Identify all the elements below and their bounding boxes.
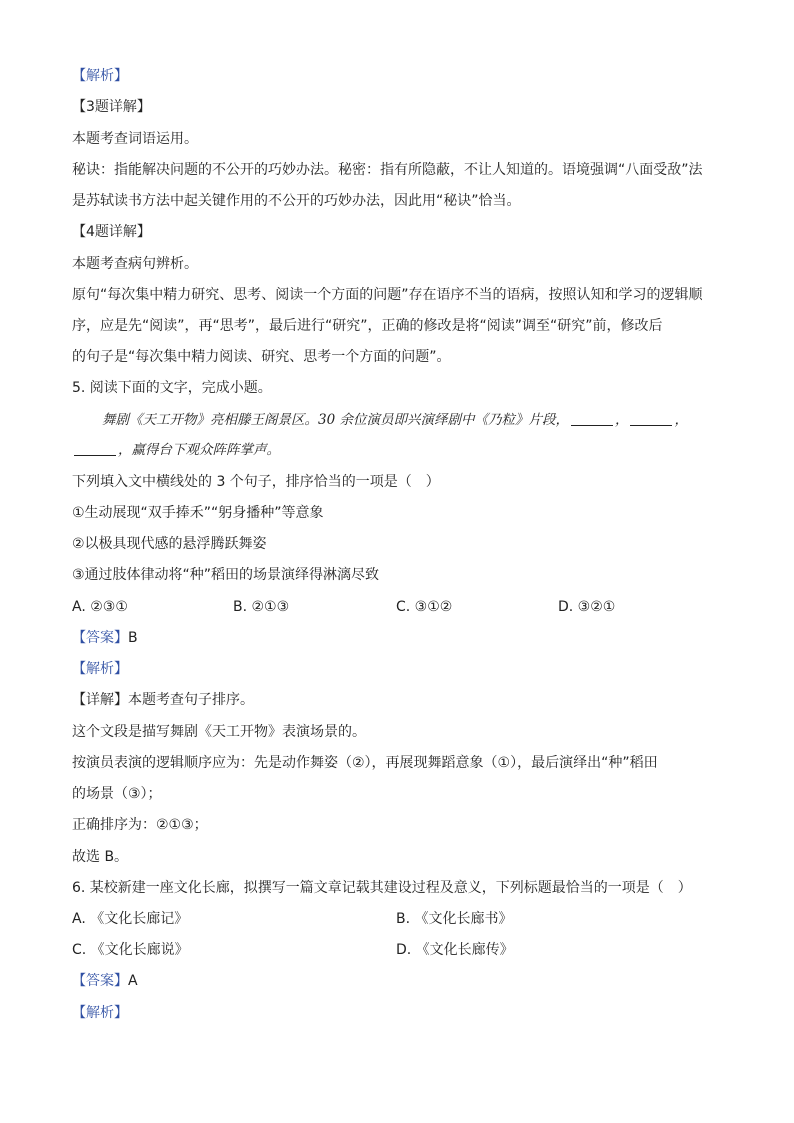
fill-blank	[74, 441, 116, 456]
sentence-3: ③通过肢体律动将“种”稻田的场景演绎得淋漓尽致	[72, 567, 380, 583]
analysis-heading: 【解析】	[72, 661, 128, 677]
analysis-heading: 【解析】	[72, 1005, 128, 1021]
option-d: D. 《文化长廊传》	[396, 942, 514, 958]
option-d: D. ③②①	[558, 599, 616, 615]
answer-label: 【答案】	[72, 630, 128, 646]
analysis-heading: 【解析】	[72, 68, 128, 84]
q5-detail	[72, 690, 254, 710]
q5-passage-line	[72, 440, 280, 460]
fill-blank	[571, 411, 613, 426]
q3-body-line: 秘诀：指能解决问题的不公开的巧妙办法。秘密：指有所隐蔽，不让人知道的。语境强调“八面受敌”法	[72, 162, 703, 178]
q4-detail-heading: 【4题详解】	[72, 224, 151, 240]
q3-body-line: 是苏轼读书方法中起关键作用的不公开的巧妙办法，因此用“秘诀”恰当。	[72, 193, 521, 209]
passage-text: 舞剧《天工开物》亮相滕王阁景区。30 余位演员即兴演绎剧中《乃粒》片段，	[102, 412, 569, 428]
option-c: C. 《文化长廊说》	[72, 942, 189, 958]
q5-question: 下列填入文中横线处的 3 个句子，排序恰当的一项是（ ）	[72, 474, 440, 490]
answer-value: A	[128, 973, 138, 989]
passage-sep: ，	[674, 412, 688, 428]
passage-sep: ，	[614, 412, 629, 428]
q3-intro: 本题考查词语运用。	[72, 131, 198, 147]
q3-detail-heading: 【3题详解】	[72, 99, 151, 115]
q4-body-line: 的句子是“每次集中精力阅读、研究、思考一个方面的问题”。	[72, 349, 451, 365]
detail-text: 本题考查句子排序。	[128, 692, 254, 708]
option-a: A. ②③①	[72, 599, 128, 615]
explanation-line: 按演员表演的逻辑顺序应为：先是动作舞姿（②），再展现舞蹈意象（①），最后演绎出“种”稻田	[72, 755, 658, 771]
q6-stem: 6. 某校新建一座文化长廊，拟撰写一篇文章记载其建设过程及意义，下列标题最恰当的一项是（ ）	[72, 880, 692, 896]
q4-body-line: 原句“每次集中精力研究、思考、阅读一个方面的问题”存在语序不当的语病，按照认知和学习的逻辑顺	[72, 287, 703, 303]
answer-label: 【答案】	[72, 973, 128, 989]
explanation-line: 正确排序为：②①③；	[72, 817, 208, 833]
explanation-line: 故选 B。	[72, 849, 129, 865]
option-a: A. 《文化长廊记》	[72, 911, 189, 927]
fill-blank	[630, 411, 672, 426]
passage-text: ，赢得台下观众阵阵掌声。	[118, 442, 280, 458]
sentence-2: ②以极具现代感的悬浮腾跃舞姿	[72, 536, 267, 552]
option-b: B. ②①③	[233, 599, 290, 615]
explanation-line: 这个文段是描写舞剧《天工开物》表演场景的。	[72, 724, 366, 740]
answer-value: B	[128, 630, 138, 646]
q5-answer	[72, 628, 138, 648]
q5-passage-line	[102, 410, 688, 430]
sentence-1: ①生动展现“双手捧禾”“躬身播种”等意象	[72, 505, 324, 521]
option-b: B. 《文化长廊书》	[396, 911, 513, 927]
explanation-line: 的场景（③）；	[72, 786, 162, 802]
q5-stem: 5. 阅读下面的文字，完成小题。	[72, 380, 272, 396]
q4-body-line: 序，应是先“阅读”，再“思考”，最后进行“研究”，正确的修改是将“阅读”调至“研究”前，修改后	[72, 318, 663, 334]
detail-label: 【详解】	[72, 692, 128, 708]
option-c: C. ③①②	[396, 599, 453, 615]
q6-answer	[72, 971, 138, 991]
q4-intro: 本题考查病句辨析。	[72, 256, 198, 272]
